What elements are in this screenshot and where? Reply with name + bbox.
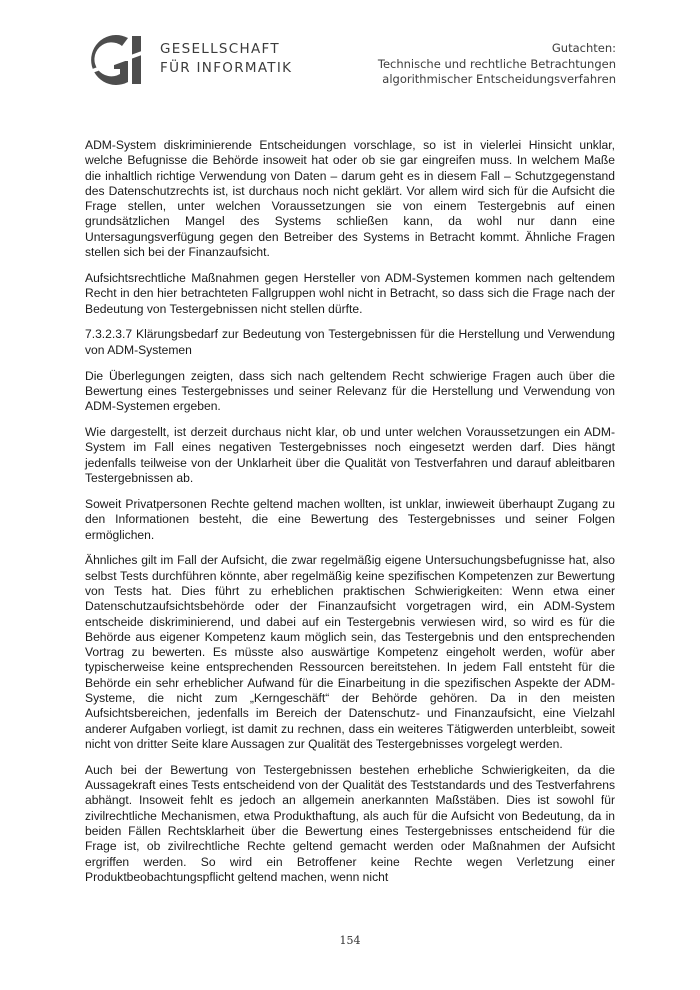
- section-heading: 7.3.2.3.7 Klärungsbedarf zur Bedeutung von Testergebnissen für die Herstellung und Verwendung von ADM-Systemen: [85, 327, 615, 357]
- page-number: 154: [339, 934, 361, 947]
- paragraph: Soweit Privatpersonen Rechte geltend machen wollten, ist unklar, inwieweit überhaupt Zugang zu den Informationen besteht, die eine Bewertung des Testergebnisses und seiner Folgen ermöglichen.: [85, 496, 615, 542]
- organization-name: [160, 40, 292, 78]
- paragraph: Die Überlegungen zeigten, dass sich nach geltendem Recht schwierige Fragen auch über die Bewertung eines Testergebnisses und seiner Relevanz für die Herstellung und Verwendung von ADM-Systemen ergeben.: [85, 368, 615, 414]
- paragraph: Aufsichtsrechtliche Maßnahmen gegen Hersteller von ADM-Systemen kommen nach geltendem Recht in den hier betrachteten Fallgruppen wohl nicht in Betracht, so dass sich die Frage nach der Bedeutung von Testergebnissen nicht stellen dürfte.: [85, 270, 615, 316]
- org-line-1: GESELLSCHAFT: [160, 41, 280, 57]
- document-title: [378, 41, 616, 88]
- doc-title-line-1: Gutachten:: [551, 41, 616, 55]
- paragraph: Wie dargestellt, ist derzeit durchaus nicht klar, ob und unter welchen Voraussetzungen ein ADM-System im Fall eines negativen Testergebnisses noch eingesetzt werden darf. Dies hängt jedenfalls teilweise von der Unklarheit über die Qualität von Testverfahren und darauf ableitbaren Testergebnissen ab.: [85, 425, 615, 486]
- page-body: [85, 138, 615, 896]
- doc-title-line-2: Technische und rechtliche Betrachtungen: [377, 56, 616, 71]
- page-header: [0, 0, 700, 110]
- paragraph: ADM-System diskriminierende Entscheidungen vorschlage, so ist in vielerlei Hinsicht unklar, welche Befugnisse die Behörde insoweit hat oder ob sie gar eingreifen muss. In welchem Maße die inhaltlich richtige Verwendung von Daten – darum geht es in diesem Fall – Schutzgegenstand des Datenschutzrechts ist, ist durchaus noch nicht geklärt. Vor allem wird sich für die Aufsicht die Frage stellen, unter welchen Voraussetzungen sie von einem Testergebnis auf einen grundsätzlichen Mangel des Systems schließen kann, da wohl nur dann eine Untersagungsverfügung gegen den Betreiber des Systems in Betracht kommt. Ähnliche Fragen stellen sich bei der Finanzaufsicht.: [85, 138, 615, 260]
- gi-logo-icon: [84, 28, 150, 92]
- org-line-2: FÜR INFORMATIK: [160, 60, 293, 76]
- paragraph: Ähnliches gilt im Fall der Aufsicht, die zwar regelmäßig eigene Untersuchungsbefugnisse hat, also selbst Tests durchführen könnte, aber regelmäßig keine spezifischen Kompetenzen zur Bewertung von Tests hat. Dies führt zu erheblichen praktischen Schwierigkeiten: Wenn etwa einer Datenschutzaufsichtsbehörde oder der Finanzaufsicht vorgetragen wird, ein ADM-System entscheide diskriminierend, und dabei auf ein Testergebnis verwiesen wird, so wird es für die Behörde aus eigener Kompetenz kaum möglich sein, das Testergebnis und den entsprechenden Vortrag zu bewerten. Es müsste also auswärtige Kompetenz eingeholt werden, wofür aber typischerweise keine entsprechenden Ressourcen bereitstehen. In jedem Fall entsteht für die Behörde ein sehr erheblicher Aufwand für die Einarbeitung in die spezifischen Aspekte der ADM-Systeme, die nicht zum „Kerngeschäft“ der Behörde gehören. Da in den meisten Aufsichtsbereichen, jedenfalls im Bereich der Datenschutz- und Finanzaufsicht, eine Vielzahl anderer Aufgaben vorliegt, ist damit zu rechnen, dass ein weiteres Tätigwerden unterbleibt, soweit nicht von dritter Seite klare Aussagen zur Qualität des Testergebnisses vorgelegt werden.: [85, 553, 615, 751]
- paragraph: Auch bei der Bewertung von Testergebnissen bestehen erhebliche Schwierigkeiten, da die Aussagekraft eines Tests entscheidend von der Qualität des Teststandards und des Testverfahrens abhängt. Insoweit fehlt es jedoch an allgemein anerkannten Maßstäben. Dies ist sowohl für zivilrechtliche Mechanismen, etwa Produkthaftung, als auch für die Aufsicht von Bedeutung, da in beiden Fällen Rechtsklarheit über die Bewertung eines Testergebnisses entscheidend für die Frage ist, ob zivilrechtliche Rechte geltend gemacht werden oder Maßnahmen der Aufsicht ergriffen werden. So wird ein Betroffener keine Rechte wegen Verletzung einer Produktbeobachtungspflicht geltend machen, wenn nicht: [85, 762, 615, 884]
- doc-title-line-3: algorithmischer Entscheidungsverfahren: [382, 72, 616, 86]
